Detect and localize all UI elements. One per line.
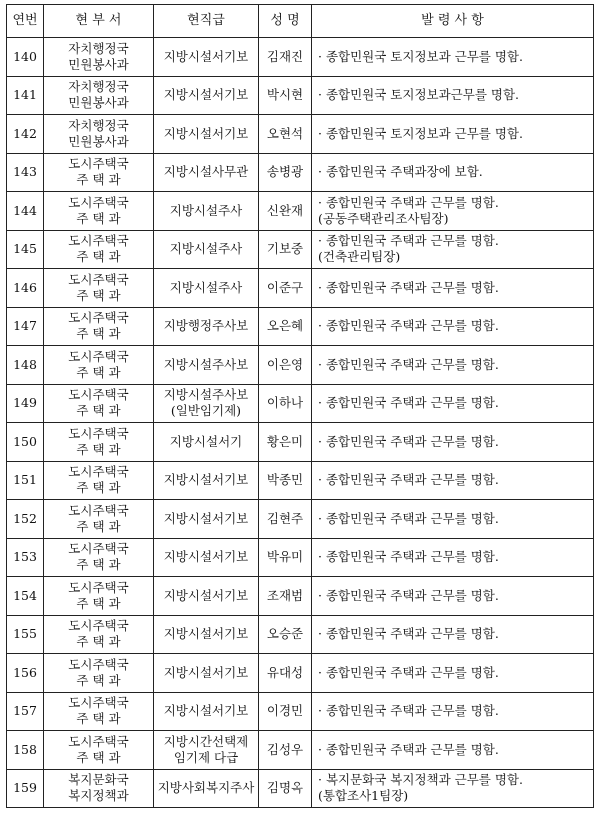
person-name: 김현주 <box>259 500 312 539</box>
appointment-detail <box>312 654 594 693</box>
current-rank <box>154 76 259 115</box>
current-department <box>44 731 154 770</box>
rank-line: 임기제 다급 <box>173 749 239 765</box>
table-row <box>7 461 594 500</box>
person-name: 오승준 <box>259 615 312 654</box>
table-row <box>7 230 594 269</box>
current-department <box>44 153 154 192</box>
current-department <box>44 230 154 269</box>
person-name: 기보중 <box>259 230 312 269</box>
rank-line: 지방시설서기보 <box>163 587 249 603</box>
table-row <box>7 769 594 808</box>
row-number: 147 <box>7 307 44 346</box>
header-name: 성 명 <box>259 5 312 38</box>
appointment-detail <box>312 384 594 423</box>
current-rank <box>154 38 259 77</box>
rank-line: 지방시설서기보 <box>163 664 249 680</box>
department-line: 도시주택국 <box>68 156 129 172</box>
current-rank <box>154 654 259 693</box>
current-department <box>44 192 154 231</box>
appointment-line: · 종합민원국 주택과 근무를 명함. <box>318 703 499 719</box>
current-department <box>44 384 154 423</box>
appointment-line: · 복지문화국 복지정책과 근무를 명함. <box>318 772 523 788</box>
row-number: 148 <box>7 346 44 385</box>
department-line: 주 택 과 <box>76 749 121 765</box>
current-department <box>44 769 154 808</box>
appointment-detail <box>312 115 594 154</box>
current-department <box>44 654 154 693</box>
department-line: 도시주택국 <box>68 271 129 287</box>
department-line: 도시주택국 <box>68 695 129 711</box>
table-row <box>7 38 594 77</box>
row-number: 158 <box>7 731 44 770</box>
row-number: 149 <box>7 384 44 423</box>
appointment-line: · 종합민원국 주택과 근무를 명함. <box>318 626 499 642</box>
current-rank <box>154 423 259 462</box>
appointment-line: · 종합민원국 주택과 근무를 명함. <box>318 356 499 372</box>
appointment-line: · 종합민원국 주택과 근무를 명함. <box>318 194 499 210</box>
department-line: 주 택 과 <box>76 595 121 611</box>
current-rank <box>154 577 259 616</box>
appointment-line: · 종합민원국 주택과 근무를 명함. <box>318 472 499 488</box>
department-line: 주 택 과 <box>76 441 121 457</box>
appointment-line: (건축관리팀장) <box>318 249 401 265</box>
department-line: 주 택 과 <box>76 326 121 342</box>
person-name: 이은영 <box>259 346 312 385</box>
rank-line: 지방시설주사 <box>169 202 243 218</box>
table-row <box>7 577 594 616</box>
table-row <box>7 153 594 192</box>
appointment-detail <box>312 692 594 731</box>
person-name: 황은미 <box>259 423 312 462</box>
appointment-line: · 종합민원국 주택과 근무를 명함. <box>318 587 499 603</box>
department-line: 도시주택국 <box>68 387 129 403</box>
department-line: 도시주택국 <box>68 656 129 672</box>
current-rank <box>154 538 259 577</box>
current-rank <box>154 153 259 192</box>
department-line: 주 택 과 <box>76 403 121 419</box>
current-department <box>44 38 154 77</box>
department-line: 자치행정국 <box>68 40 129 56</box>
department-line: 주 택 과 <box>76 557 121 573</box>
table-body <box>7 38 594 808</box>
person-name: 박시현 <box>259 76 312 115</box>
appointment-line: · 종합민원국 주택과 근무를 명함. <box>318 549 499 565</box>
table-row <box>7 192 594 231</box>
person-name: 유대성 <box>259 654 312 693</box>
appointment-detail <box>312 500 594 539</box>
department-line: 도시주택국 <box>68 464 129 480</box>
person-name: 김명옥 <box>259 769 312 808</box>
person-name: 박종민 <box>259 461 312 500</box>
department-line: 도시주택국 <box>68 502 129 518</box>
table-row <box>7 615 594 654</box>
person-name: 송병광 <box>259 153 312 192</box>
appointment-detail <box>312 76 594 115</box>
appointment-detail <box>312 192 594 231</box>
appointment-detail <box>312 269 594 308</box>
department-line: 주 택 과 <box>76 249 121 265</box>
department-line: 도시주택국 <box>68 194 129 210</box>
department-line: 도시주택국 <box>68 733 129 749</box>
rank-line: 지방행정주사보 <box>163 318 249 334</box>
current-rank <box>154 769 259 808</box>
current-rank <box>154 692 259 731</box>
appointment-line: · 종합민원국 주택과 근무를 명함. <box>318 233 499 249</box>
table-row <box>7 500 594 539</box>
rank-line: 지방시간선택제 <box>163 733 249 749</box>
table-row <box>7 269 594 308</box>
appointment-table <box>6 4 594 808</box>
person-name: 조재범 <box>259 577 312 616</box>
appointment-line: · 종합민원국 주택과 근무를 명함. <box>318 318 499 334</box>
table-row <box>7 731 594 770</box>
row-number: 154 <box>7 577 44 616</box>
table-row <box>7 76 594 115</box>
table-row <box>7 692 594 731</box>
person-name: 이경민 <box>259 692 312 731</box>
rank-line: 지방시설서기보 <box>163 87 249 103</box>
department-line: 도시주택국 <box>68 425 129 441</box>
row-number: 145 <box>7 230 44 269</box>
table-row <box>7 654 594 693</box>
appointment-detail <box>312 461 594 500</box>
department-line: 민원봉사과 <box>68 95 129 111</box>
department-line: 주 택 과 <box>76 210 121 226</box>
appointment-line: · 종합민원국 주택과 근무를 명함. <box>318 395 499 411</box>
header-rank: 현직급 <box>154 5 259 38</box>
rank-line: 지방시설서기보 <box>163 125 249 141</box>
rank-line: 지방시설서기보 <box>163 626 249 642</box>
department-line: 복지정책과 <box>68 788 129 804</box>
current-rank <box>154 192 259 231</box>
row-number: 156 <box>7 654 44 693</box>
current-rank <box>154 307 259 346</box>
appointment-line: · 종합민원국 주택과 근무를 명함. <box>318 279 499 295</box>
department-line: 도시주택국 <box>68 618 129 634</box>
person-name: 김재진 <box>259 38 312 77</box>
appointment-detail <box>312 38 594 77</box>
current-department <box>44 115 154 154</box>
appointment-detail <box>312 346 594 385</box>
appointment-line: (통합조사1팀장) <box>318 788 409 804</box>
row-number: 153 <box>7 538 44 577</box>
person-name: 오현석 <box>259 115 312 154</box>
row-number: 150 <box>7 423 44 462</box>
current-rank <box>154 346 259 385</box>
appointment-line: · 종합민원국 주택과 근무를 명함. <box>318 433 499 449</box>
table-row <box>7 115 594 154</box>
appointment-detail <box>312 769 594 808</box>
department-line: 민원봉사과 <box>68 56 129 72</box>
table-row <box>7 307 594 346</box>
table-row <box>7 346 594 385</box>
rank-line: 지방사회복지주사 <box>157 780 255 796</box>
header-no: 연번 <box>7 5 44 38</box>
department-line: 주 택 과 <box>76 287 121 303</box>
appointment-detail <box>312 423 594 462</box>
department-line: 도시주택국 <box>68 541 129 557</box>
row-number: 144 <box>7 192 44 231</box>
table-row <box>7 538 594 577</box>
appointment-detail <box>312 615 594 654</box>
rank-line: 지방시설주사 <box>169 279 243 295</box>
department-line: 도시주택국 <box>68 233 129 249</box>
appointment-sheet <box>6 4 593 808</box>
rank-line: 지방시설주사보 <box>163 387 249 403</box>
current-rank <box>154 230 259 269</box>
rank-line: 지방시설서기보 <box>163 703 249 719</box>
current-department <box>44 500 154 539</box>
table-row <box>7 423 594 462</box>
table-row <box>7 384 594 423</box>
current-department <box>44 307 154 346</box>
appointment-line: · 종합민원국 주택과 근무를 명함. <box>318 741 499 757</box>
current-rank <box>154 500 259 539</box>
current-department <box>44 76 154 115</box>
row-number: 142 <box>7 115 44 154</box>
department-line: 자치행정국 <box>68 79 129 95</box>
department-line: 도시주택국 <box>68 579 129 595</box>
person-name: 오은혜 <box>259 307 312 346</box>
department-line: 도시주택국 <box>68 348 129 364</box>
appointment-line: (공동주택관리조사팀장) <box>318 210 449 226</box>
current-department <box>44 692 154 731</box>
appointment-line: · 종합민원국 토지정보과근무를 명함. <box>318 87 519 103</box>
appointment-line: · 종합민원국 주택과 근무를 명함. <box>318 664 499 680</box>
header-note: 발 령 사 항 <box>312 5 594 38</box>
current-department <box>44 461 154 500</box>
person-name: 신완재 <box>259 192 312 231</box>
appointment-detail <box>312 577 594 616</box>
department-line: 주 택 과 <box>76 634 121 650</box>
department-line: 주 택 과 <box>76 364 121 380</box>
row-number: 140 <box>7 38 44 77</box>
person-name: 김성우 <box>259 731 312 770</box>
row-number: 159 <box>7 769 44 808</box>
appointment-detail <box>312 538 594 577</box>
row-number: 157 <box>7 692 44 731</box>
appointment-detail <box>312 153 594 192</box>
appointment-line: · 종합민원국 주택과장에 보함. <box>318 164 483 180</box>
current-rank <box>154 461 259 500</box>
rank-line: (일반임기제) <box>170 403 242 419</box>
department-line: 주 택 과 <box>76 480 121 496</box>
appointment-detail <box>312 307 594 346</box>
department-line: 주 택 과 <box>76 172 121 188</box>
row-number: 143 <box>7 153 44 192</box>
appointment-line: · 종합민원국 토지정보과 근무를 명함. <box>318 48 523 64</box>
current-department <box>44 615 154 654</box>
current-department <box>44 577 154 616</box>
current-rank <box>154 115 259 154</box>
person-name: 이준구 <box>259 269 312 308</box>
appointment-detail <box>312 731 594 770</box>
department-line: 주 택 과 <box>76 518 121 534</box>
person-name: 이하나 <box>259 384 312 423</box>
row-number: 155 <box>7 615 44 654</box>
current-department <box>44 346 154 385</box>
current-rank <box>154 615 259 654</box>
row-number: 151 <box>7 461 44 500</box>
rank-line: 지방시설서기보 <box>163 472 249 488</box>
rank-line: 지방시설서기보 <box>163 510 249 526</box>
rank-line: 지방시설주사 <box>169 241 243 257</box>
row-number: 141 <box>7 76 44 115</box>
table-header <box>7 5 594 38</box>
rank-line: 지방시설주사보 <box>163 356 249 372</box>
rank-line: 지방시설사무관 <box>163 164 249 180</box>
department-line: 도시주택국 <box>68 310 129 326</box>
department-line: 주 택 과 <box>76 672 121 688</box>
current-department <box>44 538 154 577</box>
row-number: 146 <box>7 269 44 308</box>
department-line: 자치행정국 <box>68 117 129 133</box>
department-line: 민원봉사과 <box>68 133 129 149</box>
appointment-line: · 종합민원국 토지정보과 근무를 명함. <box>318 125 523 141</box>
current-rank <box>154 269 259 308</box>
row-number: 152 <box>7 500 44 539</box>
current-rank <box>154 384 259 423</box>
current-department <box>44 423 154 462</box>
department-line: 주 택 과 <box>76 711 121 727</box>
appointment-detail <box>312 230 594 269</box>
appointment-line: · 종합민원국 주택과 근무를 명함. <box>318 510 499 526</box>
person-name: 박유미 <box>259 538 312 577</box>
current-department <box>44 269 154 308</box>
current-rank <box>154 731 259 770</box>
rank-line: 지방시설서기보 <box>163 549 249 565</box>
header-dept: 현 부 서 <box>44 5 154 38</box>
rank-line: 지방시설서기 <box>169 433 243 449</box>
department-line: 복지문화국 <box>68 772 129 788</box>
rank-line: 지방시설서기보 <box>163 48 249 64</box>
